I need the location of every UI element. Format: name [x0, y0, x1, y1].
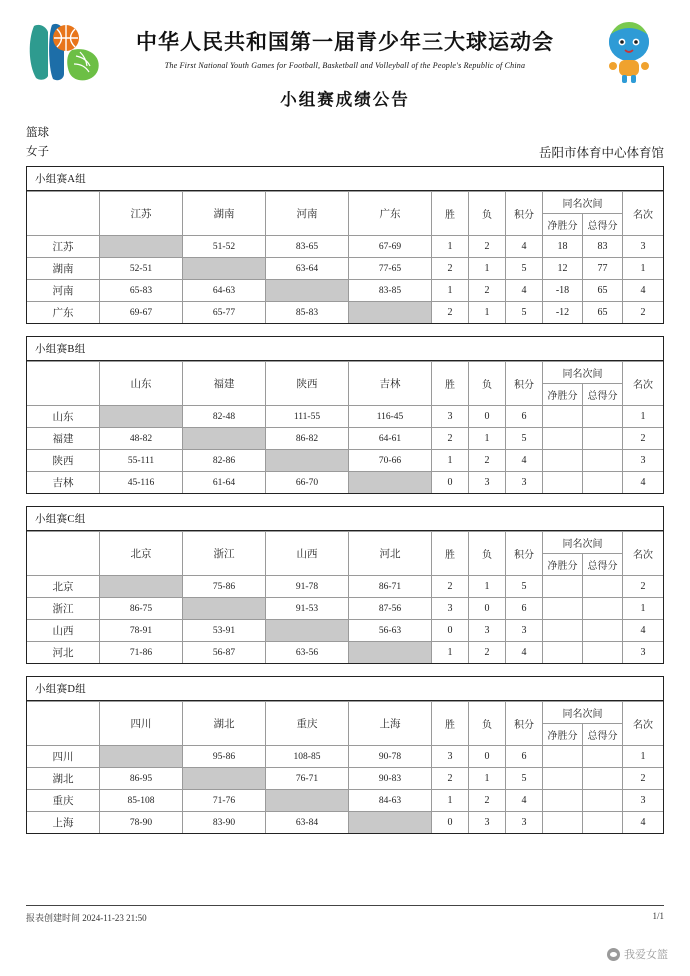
row-points: 4	[506, 450, 543, 472]
row-rank: 4	[623, 280, 664, 302]
corner-cell	[27, 192, 100, 236]
row-net-points	[543, 746, 583, 768]
table-row	[27, 768, 663, 790]
table-header-row	[27, 532, 663, 554]
row-net-points: 12	[543, 258, 583, 280]
row-total-points	[583, 620, 623, 642]
score-cell: 67-69	[349, 236, 432, 258]
row-losses: 0	[469, 746, 506, 768]
table-row	[27, 302, 663, 324]
row-rank: 4	[623, 620, 664, 642]
column-header-win: 胜	[432, 192, 469, 236]
score-cell: 82-48	[183, 406, 266, 428]
column-header-rank: 名次	[623, 362, 664, 406]
score-cell: 77-65	[349, 258, 432, 280]
row-losses: 3	[469, 812, 506, 834]
opponent-header-2: 湖南	[183, 192, 266, 236]
score-cell: 116-45	[349, 406, 432, 428]
row-losses: 3	[469, 472, 506, 494]
row-rank: 3	[623, 642, 664, 664]
opponent-header-4: 广东	[349, 192, 432, 236]
document-footer	[26, 905, 664, 924]
table-row	[27, 812, 663, 834]
row-total-points	[583, 790, 623, 812]
row-net-points: -18	[543, 280, 583, 302]
document-header	[26, 0, 664, 118]
row-wins: 3	[432, 746, 469, 768]
gender-label: 女子	[26, 146, 49, 158]
score-cell: 71-86	[100, 642, 183, 664]
opponent-header-1: 北京	[100, 532, 183, 576]
column-header-net-points: 净胜分	[543, 384, 583, 406]
row-losses: 2	[469, 280, 506, 302]
score-cell-self	[183, 768, 266, 790]
standings-table	[27, 701, 663, 833]
row-rank: 3	[623, 790, 664, 812]
watermark	[607, 946, 668, 962]
opponent-header-2: 浙江	[183, 532, 266, 576]
score-cell: 91-78	[266, 576, 349, 598]
row-wins: 3	[432, 598, 469, 620]
score-cell: 63-64	[266, 258, 349, 280]
score-cell: 71-76	[183, 790, 266, 812]
score-cell: 56-87	[183, 642, 266, 664]
corner-cell	[27, 702, 100, 746]
opponent-header-3: 陕西	[266, 362, 349, 406]
page-title: 中华人民共和国第一届青少年三大球运动会	[136, 30, 554, 54]
title-block	[26, 0, 664, 110]
score-cell-self	[100, 236, 183, 258]
table-row	[27, 746, 663, 768]
column-header-total-points: 总得分	[583, 384, 623, 406]
row-wins: 0	[432, 472, 469, 494]
row-team-name: 福建	[27, 428, 100, 450]
row-rank: 4	[623, 472, 664, 494]
row-points: 6	[506, 406, 543, 428]
row-rank: 1	[623, 406, 664, 428]
opponent-header-4: 河北	[349, 532, 432, 576]
score-cell: 69-67	[100, 302, 183, 324]
row-wins: 1	[432, 450, 469, 472]
score-cell: 52-51	[100, 258, 183, 280]
score-cell-self	[266, 280, 349, 302]
row-losses: 2	[469, 790, 506, 812]
row-wins: 0	[432, 620, 469, 642]
row-team-name: 广东	[27, 302, 100, 324]
score-cell: 86-75	[100, 598, 183, 620]
venue-label: 岳阳市体育中心体育馆	[538, 146, 664, 160]
column-header-tie-group: 同名次间	[543, 192, 623, 214]
row-rank: 3	[623, 450, 664, 472]
row-points: 4	[506, 280, 543, 302]
row-team-name: 浙江	[27, 598, 100, 620]
score-cell: 85-83	[266, 302, 349, 324]
games-emblem-logo	[26, 22, 102, 84]
opponent-header-1: 四川	[100, 702, 183, 746]
row-losses: 2	[469, 236, 506, 258]
score-cell: 78-90	[100, 812, 183, 834]
score-cell: 111-55	[266, 406, 349, 428]
row-points: 4	[506, 236, 543, 258]
group-table	[26, 506, 664, 664]
table-row	[27, 472, 663, 494]
column-header-tie-group: 同名次间	[543, 362, 623, 384]
group-title: 小组赛D组	[27, 677, 663, 701]
column-header-win: 胜	[432, 702, 469, 746]
row-wins: 2	[432, 302, 469, 324]
score-cell: 95-86	[183, 746, 266, 768]
weibo-icon	[607, 948, 620, 961]
opponent-header-3: 河南	[266, 192, 349, 236]
row-rank: 1	[623, 258, 664, 280]
row-net-points	[543, 576, 583, 598]
row-losses: 1	[469, 302, 506, 324]
score-cell: 85-108	[100, 790, 183, 812]
row-net-points	[543, 642, 583, 664]
row-wins: 0	[432, 812, 469, 834]
column-header-loss: 负	[469, 362, 506, 406]
score-cell-self	[349, 472, 432, 494]
row-team-name: 上海	[27, 812, 100, 834]
score-cell: 86-95	[100, 768, 183, 790]
table-row	[27, 620, 663, 642]
row-total-points	[583, 598, 623, 620]
opponent-header-2: 福建	[183, 362, 266, 406]
page-number: 1/1	[652, 911, 664, 921]
row-total-points	[583, 472, 623, 494]
row-team-name: 湖北	[27, 768, 100, 790]
row-team-name: 山东	[27, 406, 100, 428]
score-cell-self	[100, 406, 183, 428]
row-points: 5	[506, 258, 543, 280]
row-rank: 1	[623, 746, 664, 768]
standings-table	[27, 191, 663, 323]
column-header-loss: 负	[469, 192, 506, 236]
standings-table	[27, 361, 663, 493]
row-total-points	[583, 450, 623, 472]
score-cell-self	[100, 746, 183, 768]
row-total-points	[583, 812, 623, 834]
row-total-points	[583, 576, 623, 598]
row-losses: 1	[469, 258, 506, 280]
column-header-points: 积分	[506, 532, 543, 576]
score-cell: 48-82	[100, 428, 183, 450]
table-header-row	[27, 192, 663, 214]
row-wins: 2	[432, 428, 469, 450]
score-cell: 86-71	[349, 576, 432, 598]
row-team-name: 山西	[27, 620, 100, 642]
column-header-tie-group: 同名次间	[543, 532, 623, 554]
row-net-points	[543, 406, 583, 428]
mascot-icon	[598, 20, 660, 86]
opponent-header-3: 重庆	[266, 702, 349, 746]
score-cell-self	[349, 812, 432, 834]
row-points: 4	[506, 790, 543, 812]
score-cell: 61-64	[183, 472, 266, 494]
row-wins: 1	[432, 790, 469, 812]
row-total-points	[583, 746, 623, 768]
row-losses: 1	[469, 576, 506, 598]
column-header-loss: 负	[469, 532, 506, 576]
row-team-name: 湖南	[27, 258, 100, 280]
score-cell: 90-78	[349, 746, 432, 768]
score-cell: 84-63	[349, 790, 432, 812]
row-rank: 2	[623, 576, 664, 598]
column-header-tie-group: 同名次间	[543, 702, 623, 724]
row-wins: 1	[432, 642, 469, 664]
corner-cell	[27, 362, 100, 406]
watermark-label: 我爱女篮	[624, 949, 668, 961]
standings-table	[27, 531, 663, 663]
score-cell: 45-116	[100, 472, 183, 494]
row-losses: 1	[469, 768, 506, 790]
column-header-points: 积分	[506, 362, 543, 406]
row-rank: 1	[623, 598, 664, 620]
row-wins: 2	[432, 576, 469, 598]
table-row	[27, 428, 663, 450]
table-row	[27, 790, 663, 812]
row-points: 4	[506, 642, 543, 664]
row-net-points	[543, 768, 583, 790]
score-cell: 90-83	[349, 768, 432, 790]
row-team-name: 河南	[27, 280, 100, 302]
column-header-total-points: 总得分	[583, 724, 623, 746]
column-header-net-points: 净胜分	[543, 554, 583, 576]
row-losses: 2	[469, 450, 506, 472]
table-header-row	[27, 362, 663, 384]
score-cell: 91-53	[266, 598, 349, 620]
row-team-name: 陕西	[27, 450, 100, 472]
score-cell: 65-77	[183, 302, 266, 324]
score-cell-self	[349, 302, 432, 324]
row-net-points	[543, 598, 583, 620]
row-net-points	[543, 790, 583, 812]
column-header-win: 胜	[432, 362, 469, 406]
row-points: 5	[506, 302, 543, 324]
row-losses: 2	[469, 642, 506, 664]
table-row	[27, 236, 663, 258]
group-table	[26, 676, 664, 834]
row-team-name: 江苏	[27, 236, 100, 258]
column-header-rank: 名次	[623, 532, 664, 576]
corner-cell	[27, 532, 100, 576]
column-header-win: 胜	[432, 532, 469, 576]
score-cell: 66-70	[266, 472, 349, 494]
score-cell: 83-90	[183, 812, 266, 834]
opponent-header-1: 山东	[100, 362, 183, 406]
table-row	[27, 258, 663, 280]
score-cell: 53-91	[183, 620, 266, 642]
column-header-total-points: 总得分	[583, 214, 623, 236]
row-total-points: 65	[583, 302, 623, 324]
score-cell: 82-86	[183, 450, 266, 472]
score-cell: 78-91	[100, 620, 183, 642]
row-team-name: 河北	[27, 642, 100, 664]
score-cell: 75-86	[183, 576, 266, 598]
row-team-name: 吉林	[27, 472, 100, 494]
table-row	[27, 450, 663, 472]
column-header-rank: 名次	[623, 702, 664, 746]
column-header-loss: 负	[469, 702, 506, 746]
row-net-points: -12	[543, 302, 583, 324]
opponent-header-4: 上海	[349, 702, 432, 746]
score-cell: 63-84	[266, 812, 349, 834]
row-points: 5	[506, 428, 543, 450]
column-header-net-points: 净胜分	[543, 724, 583, 746]
opponent-header-2: 湖北	[183, 702, 266, 746]
table-header-row	[27, 702, 663, 724]
row-team-name: 四川	[27, 746, 100, 768]
row-points: 5	[506, 576, 543, 598]
group-title: 小组赛C组	[27, 507, 663, 531]
column-header-rank: 名次	[623, 192, 664, 236]
opponent-header-3: 山西	[266, 532, 349, 576]
group-title: 小组赛B组	[27, 337, 663, 361]
row-points: 5	[506, 768, 543, 790]
score-cell: 56-63	[349, 620, 432, 642]
score-cell-self	[183, 428, 266, 450]
table-row	[27, 576, 663, 598]
row-team-name: 重庆	[27, 790, 100, 812]
row-net-points	[543, 620, 583, 642]
score-cell: 87-56	[349, 598, 432, 620]
row-wins: 1	[432, 236, 469, 258]
score-cell: 51-52	[183, 236, 266, 258]
row-team-name: 北京	[27, 576, 100, 598]
column-header-points: 积分	[506, 192, 543, 236]
row-total-points: 65	[583, 280, 623, 302]
score-cell: 64-63	[183, 280, 266, 302]
score-cell: 108-85	[266, 746, 349, 768]
row-losses: 3	[469, 620, 506, 642]
row-total-points	[583, 406, 623, 428]
groups-container	[26, 166, 664, 834]
row-net-points: 18	[543, 236, 583, 258]
score-cell-self	[266, 620, 349, 642]
row-net-points	[543, 472, 583, 494]
score-cell: 83-65	[266, 236, 349, 258]
row-net-points	[543, 450, 583, 472]
row-total-points	[583, 428, 623, 450]
score-cell-self	[183, 258, 266, 280]
row-rank: 3	[623, 236, 664, 258]
score-cell-self	[100, 576, 183, 598]
row-points: 3	[506, 812, 543, 834]
page-subtitle-en: The First National Youth Games for Football, Basketball and Volleyball of the People's Republic of China	[164, 61, 526, 70]
row-wins: 2	[432, 258, 469, 280]
row-total-points: 77	[583, 258, 623, 280]
document-title: 小组赛成绩公告	[280, 90, 410, 109]
column-header-net-points: 净胜分	[543, 214, 583, 236]
row-net-points	[543, 428, 583, 450]
column-header-total-points: 总得分	[583, 554, 623, 576]
row-total-points: 83	[583, 236, 623, 258]
score-cell-self	[183, 598, 266, 620]
group-table	[26, 166, 664, 324]
group-title: 小组赛A组	[27, 167, 663, 191]
row-rank: 2	[623, 302, 664, 324]
score-cell: 63-56	[266, 642, 349, 664]
row-rank: 2	[623, 428, 664, 450]
group-table	[26, 336, 664, 494]
row-rank: 2	[623, 768, 664, 790]
score-cell: 76-71	[266, 768, 349, 790]
row-total-points	[583, 768, 623, 790]
score-cell: 70-66	[349, 450, 432, 472]
row-points: 6	[506, 746, 543, 768]
score-cell: 64-61	[349, 428, 432, 450]
row-points: 3	[506, 620, 543, 642]
row-losses: 0	[469, 598, 506, 620]
row-total-points	[583, 642, 623, 664]
score-cell-self	[349, 642, 432, 664]
score-cell: 65-83	[100, 280, 183, 302]
row-losses: 0	[469, 406, 506, 428]
score-cell-self	[266, 790, 349, 812]
sport-label: 篮球	[26, 127, 49, 139]
score-cell: 55-111	[100, 450, 183, 472]
document-meta	[26, 124, 664, 166]
row-points: 6	[506, 598, 543, 620]
opponent-header-1: 江苏	[100, 192, 183, 236]
row-wins: 3	[432, 406, 469, 428]
row-points: 3	[506, 472, 543, 494]
score-cell-self	[266, 450, 349, 472]
row-net-points	[543, 812, 583, 834]
row-wins: 2	[432, 768, 469, 790]
table-row	[27, 598, 663, 620]
opponent-header-4: 吉林	[349, 362, 432, 406]
score-cell: 83-85	[349, 280, 432, 302]
table-row	[27, 406, 663, 428]
row-rank: 4	[623, 812, 664, 834]
column-header-points: 积分	[506, 702, 543, 746]
table-row	[27, 280, 663, 302]
report-created-time: 报表创建时间 2024-11-23 21:50	[26, 913, 147, 923]
table-row	[27, 642, 663, 664]
row-losses: 1	[469, 428, 506, 450]
row-wins: 1	[432, 280, 469, 302]
score-cell: 86-82	[266, 428, 349, 450]
